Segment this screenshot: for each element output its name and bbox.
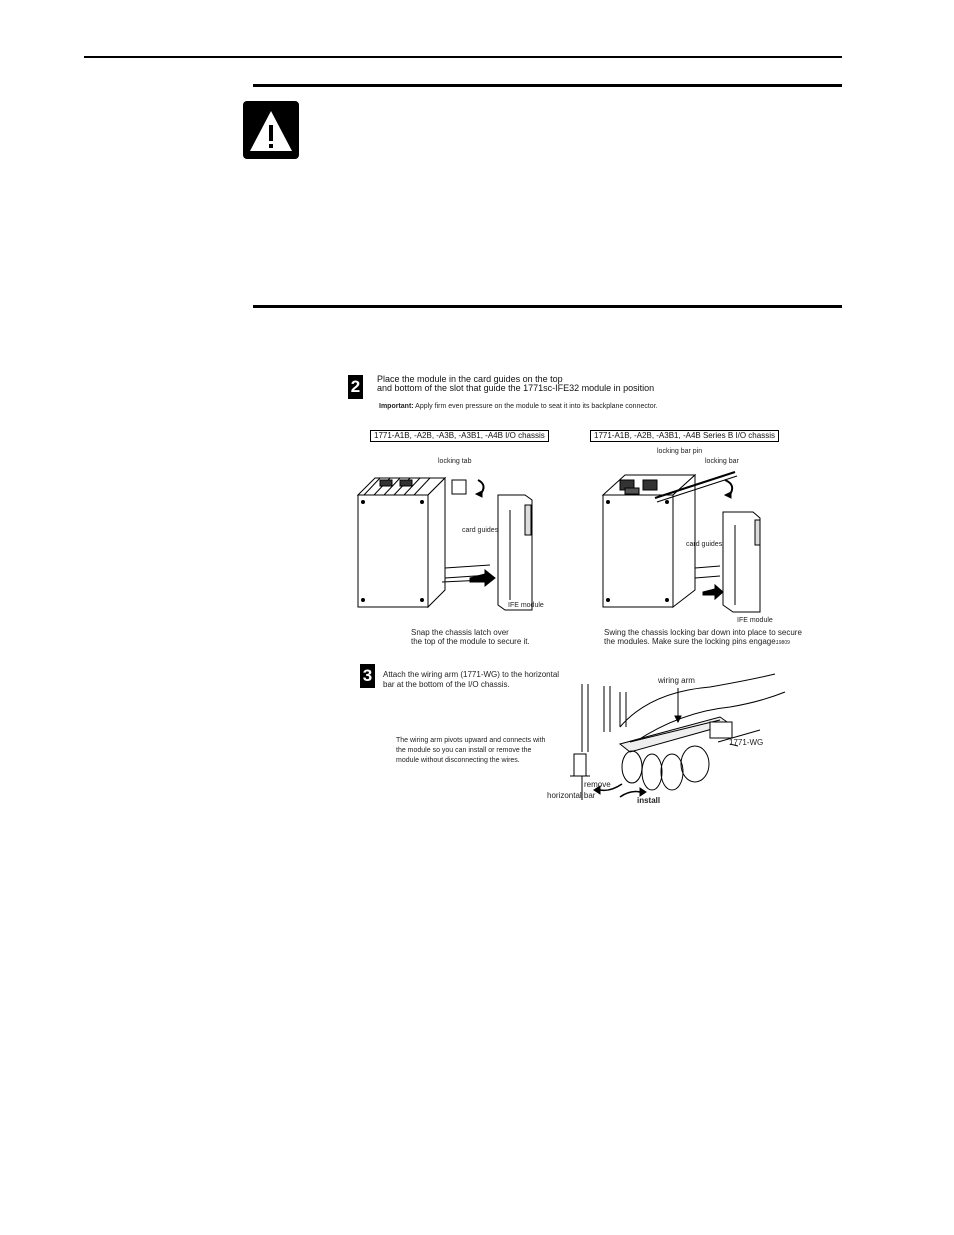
header-rule (84, 56, 842, 58)
left-chassis-label: 1771-A1B, -A2B, -A3B, -A3B1, -A4B I/O chassis (370, 430, 549, 442)
figure-code: 19809 (776, 640, 790, 646)
left-ife-module-label: IFE module (508, 602, 544, 609)
right-caption-line2: the modules. Make sure the locking pins engage. (604, 637, 778, 646)
right-card-guides-label: card guides (686, 541, 723, 548)
step-2-number: 2 (348, 375, 363, 399)
install-label: install (637, 796, 661, 805)
left-card-guides-label: card guides (462, 527, 499, 534)
horizontal-bar-label: horizontal bar (547, 791, 596, 800)
left-locking-tab-label: locking tab (438, 458, 472, 465)
left-caption-line2: the top of the module to secure it. (411, 637, 530, 646)
step-3-desc-line3: module without disconnecting the wires. (396, 757, 520, 764)
step-3-line1: Attach the wiring arm (1771-WG) to the horizontal (383, 670, 560, 679)
right-locking-bar-label: locking bar (705, 458, 739, 465)
right-ife-module-label: IFE module (737, 617, 773, 624)
important-text: Apply firm even pressure on the module to seat it into its backplane connector. (415, 403, 658, 410)
important-label: Important: (379, 403, 414, 410)
wiring-arm-drawing (560, 672, 800, 810)
step-3-desc-line1: The wiring arm pivots upward and connects with (396, 737, 546, 744)
step-3-number: 3 (360, 664, 375, 688)
step-3-line2: bar at the bottom of the I/O chassis. (383, 680, 510, 689)
step-2-line1: Place the module in the card guides on the top (377, 374, 563, 384)
step-2-line2: and bottom of the slot that guide the 1771sc-IFE32 module in position (377, 383, 655, 393)
step-2-important (379, 403, 658, 410)
part-number-label: 1771-WG (729, 738, 764, 747)
right-chassis-label: 1771-A1B, -A2B, -A3B1, -A4B Series B I/O chassis (590, 430, 779, 442)
warning-bottom-rule (253, 305, 842, 308)
step-3-desc-line2: the module so you can install or remove the (396, 747, 532, 754)
right-caption-line1: Swing the chassis locking bar down into place to secure (604, 628, 802, 637)
wiring-arm-label: wiring arm (658, 676, 695, 685)
left-chassis-drawing (350, 450, 550, 620)
left-caption-line1: Snap the chassis latch over (411, 628, 509, 637)
right-chassis-drawing (595, 450, 780, 620)
remove-label: remove (584, 780, 611, 789)
warning-triangle-icon (243, 101, 299, 159)
warning-top-rule (253, 84, 842, 87)
right-locking-bar-pin-label: locking bar pin (657, 448, 703, 455)
